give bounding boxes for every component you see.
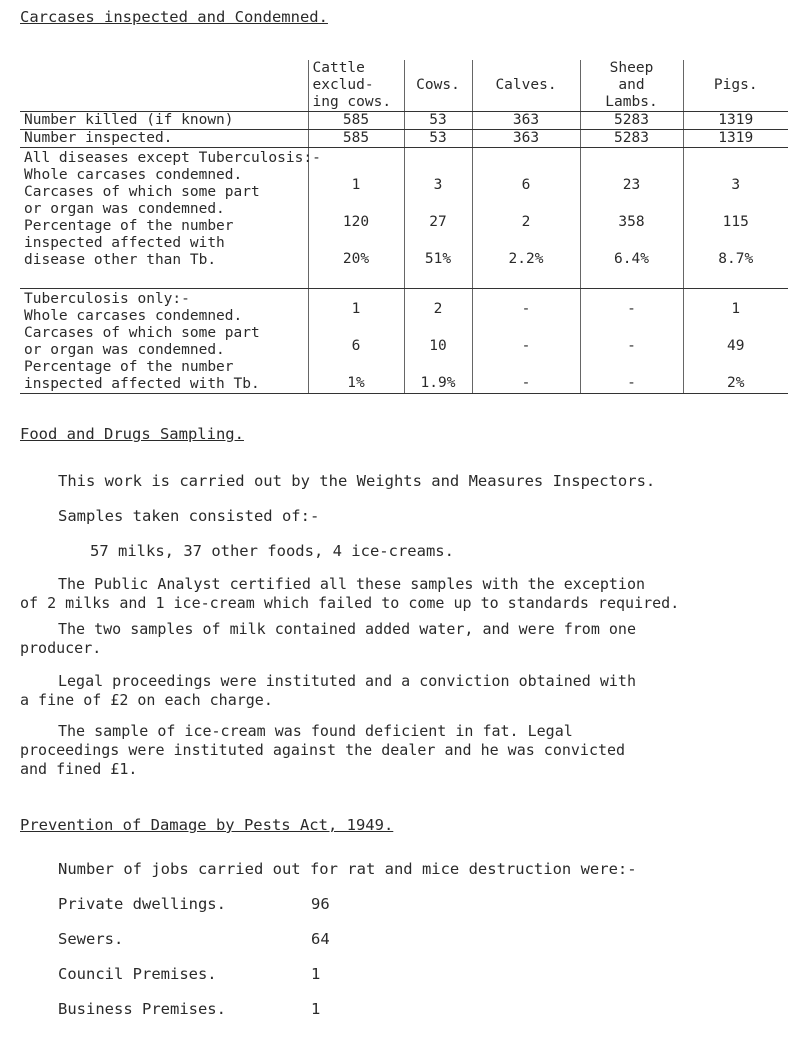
cell: 1319 <box>683 130 788 148</box>
header-blank <box>20 60 308 112</box>
header-pigs: Pigs. <box>683 60 788 112</box>
col-cattle: 1 6 1% <box>308 289 404 394</box>
list-item-value: 1 <box>311 965 321 983</box>
col-sheep: - - - <box>580 289 683 394</box>
table-section-all-diseases <box>20 148 788 289</box>
col-calves: - - - <box>472 289 580 394</box>
food-p7: The sample of ice-cream was found deficient in fat. Legal proceedings were instituted against the dealer and he was convicted and fined £1. <box>20 722 626 778</box>
row-label: Number inspected. <box>20 130 308 148</box>
list-item-value: 64 <box>311 930 330 948</box>
food-p2: Samples taken consisted of:- <box>58 507 320 525</box>
food-p6: Legal proceedings were instituted and a conviction obtained with a fine of £2 on each charge. <box>20 672 636 709</box>
page-title: Carcases inspected and Condemned. <box>20 8 328 26</box>
food-p4: The Public Analyst certified all these samples with the exception of 2 milks and 1 ice-cream which failed to come up to standards required. <box>20 575 680 612</box>
carcases-table <box>20 60 788 394</box>
col-pigs: 1 49 2% <box>683 289 788 394</box>
col-cattle: 1 120 20% <box>308 148 404 289</box>
food-p1: This work is carried out by the Weights and Measures Inspectors. <box>58 472 656 490</box>
col-sheep: 23 358 6.4% <box>580 148 683 289</box>
list-item-value: 96 <box>311 895 330 913</box>
cell: 363 <box>472 130 580 148</box>
header-cattle: Cattle exclud- ing cows. <box>308 60 404 112</box>
cell: 1319 <box>683 112 788 130</box>
header-calves: Calves. <box>472 60 580 112</box>
section-labels: All diseases except Tuberculosis:- Whole carcases condemned. Carcases of which some part or organ was condemned. Percentage of the number inspected affected with disease other than Tb. <box>20 148 308 289</box>
pests-heading: Prevention of Damage by Pests Act, 1949. <box>20 816 394 834</box>
list-item-label: Sewers. <box>58 930 124 948</box>
col-cows: 2 10 1.9% <box>404 289 472 394</box>
food-heading: Food and Drugs Sampling. <box>20 425 244 443</box>
col-calves: 6 2 2.2% <box>472 148 580 289</box>
cell: 585 <box>308 112 404 130</box>
section-labels: Tuberculosis only:- Whole carcases condemned. Carcases of which some part or organ was condemned. Percentage of the number inspected affected with Tb. <box>20 289 308 394</box>
list-item-label: Private dwellings. <box>58 895 226 913</box>
table-row-inspected <box>20 130 788 148</box>
cell: 5283 <box>580 112 683 130</box>
table-section-tuberculosis <box>20 289 788 394</box>
cell: 585 <box>308 130 404 148</box>
col-cows: 3 27 51% <box>404 148 472 289</box>
header-cows: Cows. <box>404 60 472 112</box>
row-label: Number killed (if known) <box>20 112 308 130</box>
food-p5: The two samples of milk contained added water, and were from one producer. <box>20 620 636 657</box>
food-p3: 57 milks, 37 other foods, 4 ice-creams. <box>90 542 454 560</box>
header-sheep: Sheep and Lambs. <box>580 60 683 112</box>
list-item-label: Business Premises. <box>58 1000 226 1018</box>
cell: 53 <box>404 112 472 130</box>
cell: 363 <box>472 112 580 130</box>
table-header-row <box>20 60 788 112</box>
col-pigs: 3 115 8.7% <box>683 148 788 289</box>
pests-intro: Number of jobs carried out for rat and mice destruction were:- <box>58 860 637 878</box>
cell: 53 <box>404 130 472 148</box>
list-item-value: 1 <box>311 1000 321 1018</box>
list-item-label: Council Premises. <box>58 965 217 983</box>
cell: 5283 <box>580 130 683 148</box>
table-row-killed <box>20 112 788 130</box>
